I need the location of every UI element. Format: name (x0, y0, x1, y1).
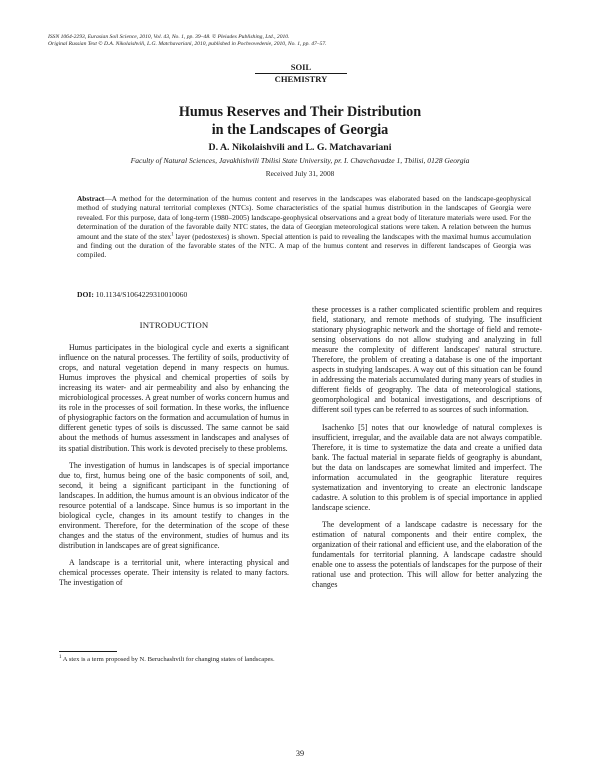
title-line-1: Humus Reserves and Their Distribution (178, 104, 422, 120)
right-column (312, 305, 542, 597)
affiliation: Faculty of Natural Sciences, Javakhishvili Tbilisi State University, pr. I. Chavchavadze 1, Tbilisi, 0128 Georgia (130, 156, 470, 165)
received-date: Received July 31, 2008 (265, 169, 335, 178)
journal-header (48, 34, 558, 48)
section-label (255, 62, 347, 84)
doi (77, 290, 187, 299)
abstract-label: Abstract (77, 194, 105, 203)
footnote-rule (59, 651, 117, 652)
left-column (59, 320, 289, 595)
original-text-line: Original Russian Text © D.A. Nikolaishvili, L.G. Matchavariani, 2010, published in Pochvovedenie, 2010, No. 1, pp. 47–57. (48, 41, 327, 48)
abstract-text-1: —A method for the determination of the humus content and reserves in the landscapes was elaborated based on the landscape-geophysical method of studying natural territorial complexes (NTCs). Some characteristics of the spatial humus distribution in the landscapes of Georgia were revealed. For this purpose, data of long-term (1980–2005) landscape-geophysical observations and a great body of literature materials were used. For the determination of the duration of the favorable daily NTC states, the data of Georgian meteorological stations were taken. A relation between the humus amount and the state of the stex (77, 194, 531, 241)
footnote (59, 656, 289, 665)
doi-value: 10.1134/S1064229310010060 (95, 290, 188, 299)
section-line-2: CHEMISTRY (274, 74, 328, 84)
doi-label: DOI: (77, 290, 94, 299)
authors: D. A. Nikolaishvili and L. G. Matchavariani (208, 142, 392, 153)
paragraph: The investigation of humus in landscapes is of special importance due to, first, humus being one of the basic components of soil, and, second, it being a significant participant in the functioning of landscapes. In addition, the humus amount is an obvious indicator of the resource potential of a landscape. Since humus is so important in the biological cycle, changes in its amount testify to changes in the environment. Therefore, for the determination of the scope of these changes and the status of the environment, studies of humus and its distribution in landscapes are of great significance. (59, 460, 289, 550)
section-line-1: SOIL (290, 62, 312, 72)
paragraph: Isachenko [5] notes that our knowledge of natural complexes is insufficient, irregular, and the available data are not always compatible. Therefore, it is time to systematize the data and create a unified data bank. The factual material in separate fields of geography is abundant, but the data on landscapes are somewhat limited and imperfect. The information accumulated in the geographic literature requires systematization and inventorying to create an electronic landscape cadastre. A solution to this problem is of special importance in applied landscape science. (312, 422, 542, 512)
paragraph: these processes is a rather complicated scientific problem and requires field, stationary, and remote methods of studying. The insufficient stationary physiographic network and the shortage of field and remote-sensing observations do not allow studying and analyzing in full measure the complexity of different landscapes' natural structure. Therefore, the problem of creating a database is one of the important aspects in studying landscapes. A way out of this situation can be found in addressing the materials accumulated during many years of studies in different fields of geography. The data of meteorological stations, geomorphological and botanical investigations, and descriptions of different soil types can be referred to as sources of such information. (312, 305, 542, 415)
abstract (77, 194, 531, 260)
footnote-ref: 1 (171, 232, 174, 238)
footnote-text: A stex is a term proposed by N. Beruchashvili for changing states of landscapes. (61, 656, 275, 663)
paragraph: Humus participates in the biological cycle and exerts a significant influence on the natural processes. The fertility of soils, productivity of crops, and natural vegetation depend in many respects on humus. Humus improves the physical and chemical properties of soils by increasing its water- and air permeability and also by enhancing the microbiological processes. A great number of works concern humus and its role in the processes of soil formation. In these works, the influence of physiographic factors on the formation and accumulation of humus in different genetic types of soils is discussed. The same cannot be said about the methods of humus assessment in landscapes and analyses of its spatial distribution. This work is devoted precisely to these problems. (59, 343, 289, 453)
paragraph: A landscape is a territorial unit, where interacting physical and chemical processes operate. Their intensity is related to many factors. The investigation of (59, 557, 289, 588)
abstract-text-2: layer (pedostexes) is shown. Special attention is paid to revealing the landscapes with the maximal humus accumulation and finding out the duration of the favorable states of the NTC. A map of the humus content and reserves in different landscapes of Georgia was compiled. (77, 231, 532, 260)
title-line-2: in the Landscapes of Georgia (211, 122, 389, 138)
paragraph: The development of a landscape cadastre is necessary for the estimation of natural components and their entire complex, the organization of their rational and efficient use, and the elaboration of the fundamentals for territorial planning. A landscape cadastre should enable one to assess the potentials of landscapes for the purpose of their rational use and protection. This will allow for better analyzing the changes (312, 519, 542, 590)
issn-line: ISSN 1064-2293, Eurasian Soil Science, 2010, Vol. 43, No. 1, pp. 39–48. © Pleiades Publishing, Ltd., 2010. (48, 34, 290, 40)
section-heading: INTRODUCTION (139, 320, 209, 330)
page-number: 39 (295, 749, 305, 758)
footnote-mark: 1 (59, 654, 62, 660)
article-title (60, 103, 540, 139)
